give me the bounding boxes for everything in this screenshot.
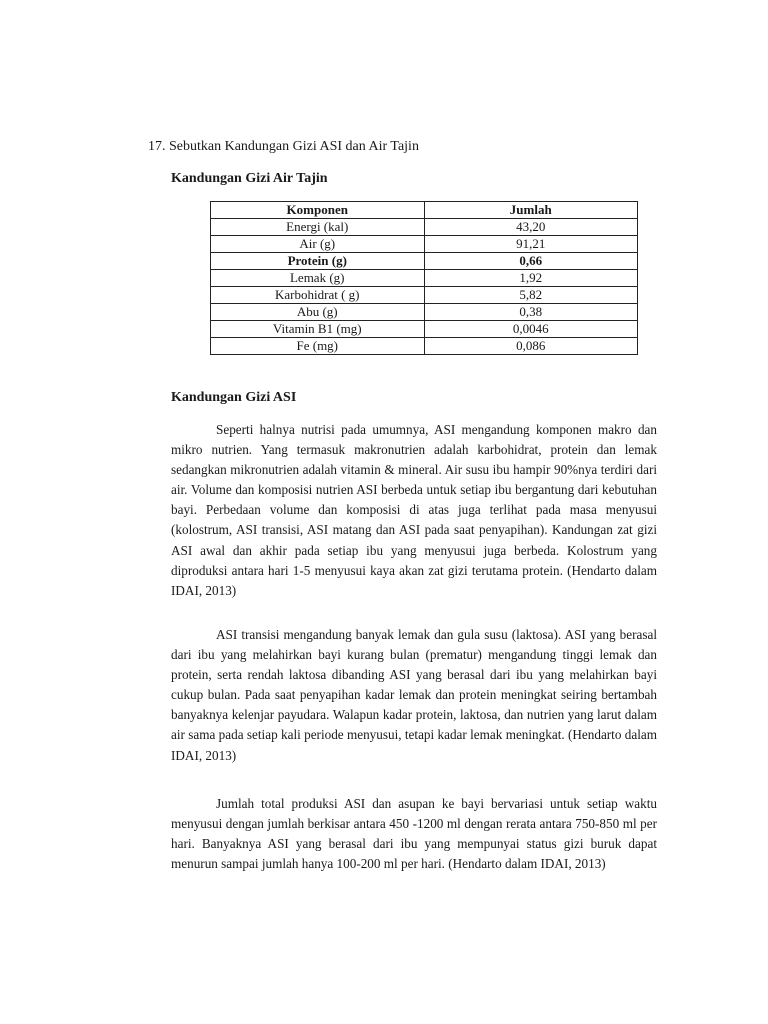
column-header-amount: Jumlah bbox=[424, 202, 638, 219]
cell-component: Air (g) bbox=[211, 236, 425, 253]
asi-paragraph-2: ASI transisi mengandung banyak lemak dan gula susu (laktosa). ASI yang berasal dari ibu yang melahirkan bayi kurang bulan (prematur) mengandung tinggi lemak dan protein, serta rendah laktosa dibanding ASI yang berasal dari ibu yang melahirkan bayi cukup bulan. Pada saat penyapihan kadar lemak dan protein meningkat seiring bertambah banyaknya kelenjar payudara. Walapun kadar protein, laktosa, dan nutrien yang larut dalam air sama pada setiap kali periode menyusui, tetapi kadar lemak meningkat. (Hendarto dalam IDAI, 2013) bbox=[171, 627, 657, 763]
cell-amount: 5,82 bbox=[424, 287, 638, 304]
table-section-heading: Kandungan Gizi Air Tajin bbox=[171, 171, 328, 186]
question-title: 17. Sebutkan Kandungan Gizi ASI dan Air Tajin bbox=[148, 139, 419, 154]
cell-amount: 0,38 bbox=[424, 304, 638, 321]
table-row bbox=[211, 287, 638, 304]
asi-paragraph-1: Seperti halnya nutrisi pada umumnya, ASI mengandung komponen makro dan mikro nutrien. Yang termasuk makronutrien adalah karbohidrat, protein dan lemak sedangkan mikronutrien adalah vitamin & mineral. Air susu ibu hampir 90%nya terdiri dari air. Volume dan komposisi nutrien ASI berbeda untuk setiap ibu bergantung dari kebutuhan bayi. Perbedaan volume dan komposisi di atas juga terlihat pada masa menyusui (kolostrum, ASI transisi, ASI matang dan ASI pada saat penyapihan). Kandungan zat gizi ASI awal dan akhir pada setiap ibu yang menyusui juga berbeda. Kolostrum yang diproduksi antara hari 1-5 menyusui kaya akan zat gizi terutama protein. (Hendarto dalam IDAI, 2013) bbox=[171, 422, 657, 598]
asi-section-heading: Kandungan Gizi ASI bbox=[171, 390, 297, 405]
column-header-component: Komponen bbox=[211, 202, 425, 219]
table-row bbox=[211, 338, 638, 355]
cell-component: Abu (g) bbox=[211, 304, 425, 321]
nutrition-table bbox=[210, 201, 638, 355]
table-row bbox=[211, 304, 638, 321]
table-header-row bbox=[211, 202, 638, 219]
table-row bbox=[211, 270, 638, 287]
cell-amount: 0,086 bbox=[424, 338, 638, 355]
cell-amount: 43,20 bbox=[424, 219, 638, 236]
table-row bbox=[211, 253, 638, 270]
cell-component: Lemak (g) bbox=[211, 270, 425, 287]
cell-component: Karbohidrat ( g) bbox=[211, 287, 425, 304]
cell-amount: 91,21 bbox=[424, 236, 638, 253]
table-row bbox=[211, 219, 638, 236]
cell-component: Vitamin B1 (mg) bbox=[211, 321, 425, 338]
cell-amount: 0,0046 bbox=[424, 321, 638, 338]
cell-component: Energi (kal) bbox=[211, 219, 425, 236]
table-row bbox=[211, 236, 638, 253]
cell-amount: 1,92 bbox=[424, 270, 638, 287]
cell-amount: 0,66 bbox=[424, 253, 638, 270]
cell-component: Fe (mg) bbox=[211, 338, 425, 355]
table-row bbox=[211, 321, 638, 338]
asi-paragraph-3: Jumlah total produksi ASI dan asupan ke bayi bervariasi untuk setiap waktu menyusui dengan jumlah berkisar antara 450 -1200 ml dengan rerata antara 750-850 ml per hari. Banyaknya ASI yang berasal dari ibu yang mempunyai status gizi buruk dapat menurun sampai jumlah hanya 100-200 ml per hari. (Hendarto dalam IDAI, 2013) bbox=[171, 796, 657, 872]
cell-component: Protein (g) bbox=[211, 253, 425, 270]
